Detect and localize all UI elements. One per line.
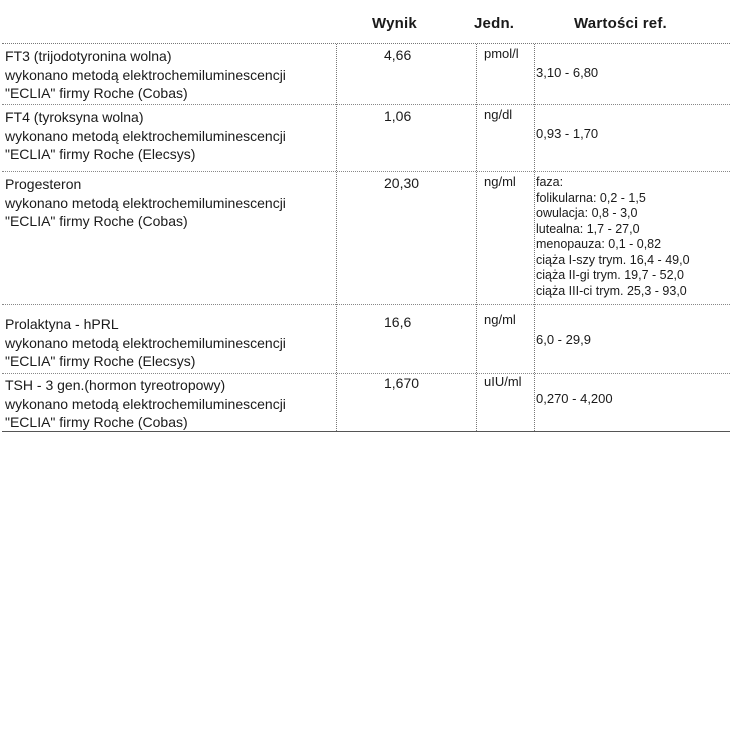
test-name-line: "ECLIA" firmy Roche (Cobas) [5, 414, 188, 430]
result-value: 16,6 [384, 314, 412, 330]
result-value: 1,06 [384, 108, 412, 124]
test-name-line: "ECLIA" firmy Roche (Cobas) [5, 85, 188, 101]
table-row [2, 105, 730, 172]
test-name [5, 47, 335, 103]
reference-line: menopauza: 0,1 - 0,82 [536, 237, 662, 251]
test-name [5, 376, 335, 432]
result-unit: pmol/l [484, 46, 519, 61]
reference-line: lutealna: 1,7 - 27,0 [536, 221, 640, 236]
result-value: 4,66 [384, 47, 412, 63]
table-row [2, 172, 730, 305]
table-row [2, 44, 730, 105]
header-result: Wynik [372, 15, 417, 32]
results-table [2, 43, 730, 432]
header-reference: Wartości ref. [574, 15, 667, 32]
result-value: 1,670 [384, 375, 420, 391]
reference-line: ciąża II-gi trym. 19,7 - 52,0 [536, 268, 684, 282]
header-unit: Jedn. [474, 15, 515, 32]
reference-line: faza: [536, 175, 564, 189]
table-row [2, 374, 730, 431]
test-name-line: Progesteron [5, 176, 82, 192]
test-name-line: wykonano metodą elektrochemiluminescencji [5, 395, 286, 412]
reference-range [536, 175, 736, 299]
reference-range: 0,93 - 1,70 [536, 126, 599, 141]
test-name-line: "ECLIA" firmy Roche (Cobas) [5, 213, 188, 229]
test-name-line: "ECLIA" firmy Roche (Elecsys) [5, 146, 196, 162]
result-unit: uIU/ml [484, 374, 522, 389]
reference-line: ciąża I-szy trym. 16,4 - 49,0 [536, 252, 690, 267]
reference-line: ciąża III-ci trym. 25,3 - 93,0 [536, 283, 687, 298]
test-name-line: wykonano metodą elektrochemiluminescencji [5, 66, 286, 83]
result-value: 20,30 [384, 175, 420, 191]
reference-range: 0,270 - 4,200 [536, 391, 613, 406]
test-name [5, 315, 335, 371]
reference-range: 6,0 - 29,9 [536, 332, 591, 347]
table-header [0, 0, 741, 44]
test-name-line: FT4 (tyroksyna wolna) [5, 109, 144, 125]
test-name-line: "ECLIA" firmy Roche (Elecsys) [5, 353, 196, 369]
reference-range: 3,10 - 6,80 [536, 65, 599, 80]
result-unit: ng/ml [484, 312, 516, 327]
reference-line: folikularna: 0,2 - 1,5 [536, 190, 646, 205]
test-name-line: wykonano metodą elektrochemiluminescencji [5, 194, 286, 211]
test-name [5, 108, 335, 164]
result-unit: ng/dl [484, 107, 513, 122]
result-unit: ng/ml [484, 174, 516, 189]
test-name [5, 175, 335, 231]
test-name-line: wykonano metodą elektrochemiluminescencji [5, 334, 286, 351]
test-name-line: Prolaktyna - hPRL [5, 316, 119, 332]
table-row [2, 305, 730, 374]
test-name-line: wykonano metodą elektrochemiluminescencji [5, 127, 286, 144]
test-name-line: FT3 (trijodotyronina wolna) [5, 48, 172, 64]
reference-line: owulacja: 0,8 - 3,0 [536, 206, 638, 220]
test-name-line: TSH - 3 gen.(hormon tyreotropowy) [5, 377, 226, 393]
